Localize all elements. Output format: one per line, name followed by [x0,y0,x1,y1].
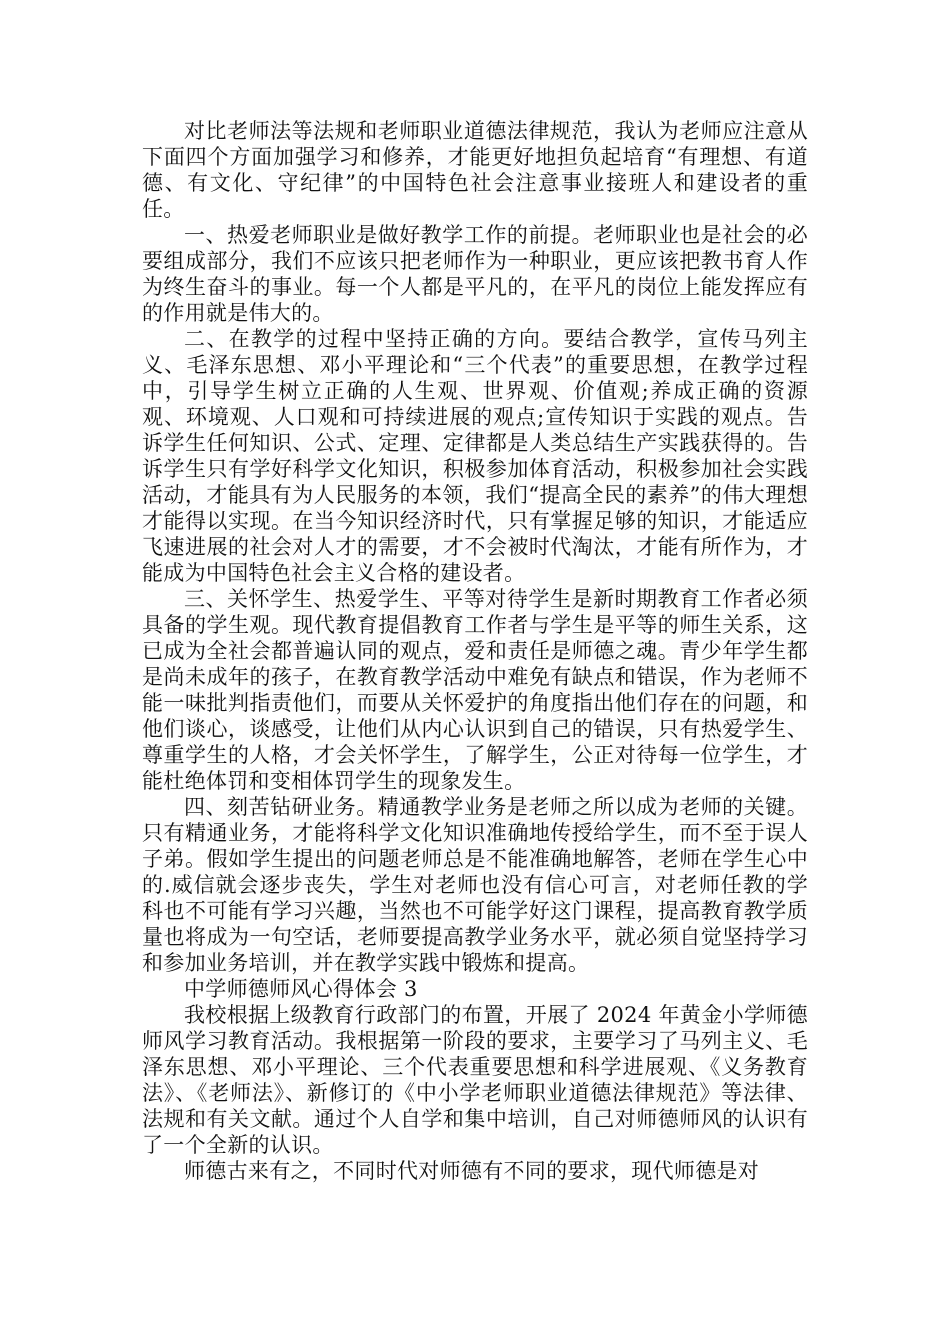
paragraph-section-continued: 师德古来有之，不同时代对师德有不同的要求，现代师德是对 [184,1159,760,1183]
paragraph-point-four: 四、刻苦钻研业务。精通教学业务是老师之所以成为老师的关键。只有精通业务，才能将科学文化知识准确地传授给学生，而不至于误人子弟。假如学生提出的问题老师总是不能准确地解答，老师在学生心中的.威信就会逐步丧失，学生对老师也没有信心可言，对老师任教的学科也不可能有学习兴趣，当然也不可能学好这门课程，提高教育教学质量也将成为一句空话，老师要提高教学业务水平，就必须自觉坚持学习和参加业务培训，并在教学实践中锻炼和提高。 [142,795,808,975]
paragraph-section-body: 我校根据上级教育行政部门的布置，开展了 2024 年黄金小学师德师风学习教育活动。我根据第一阶段的要求，主要学习了马列主义、毛泽东思想、邓小平理论、三个代表重要思想和科学进展观、《义务教育法》、《老师法》、新修订的《中小学老师职业道德法律规范》等法律、法规和有关文献。通过个人自学和集中培训，自己对师德师风的认识有了一个全新的认识。 [142,1003,808,1157]
document-body [142,118,808,1184]
paragraph-intro: 对比老师法等法规和老师职业道德法律规范，我认为老师应注意从下面四个方面加强学习和修养，才能更好地担负起培育“有理想、有道德、有文化、守纪律”的中国特色社会注意事业接班人和建设者的重任。 [142,119,808,221]
paragraph-point-three: 三、关怀学生、热爱学生、平等对待学生是新时期教育工作者必须具备的学生观。现代教育提倡教育工作者与学生是平等的师生关系，这已成为全社会都普遍认同的观点，爱和责任是师德之魂。青少年学生都是尚未成年的孩子，在教育教学活动中难免有缺点和错误，作为老师不能一味批判指责他们，而要从关怀爱护的角度指出他们存在的问题，和他们谈心，谈感受，让他们从内心认识到自己的错误，只有热爱学生、尊重学生的人格，才会关怀学生，了解学生，公正对待每一位学生，才能杜绝体罚和变相体罚学生的现象发生。 [142,587,808,793]
section-heading: 中学师德师风心得体会 3 [184,977,418,1001]
paragraph-point-two: 二、在教学的过程中坚持正确的方向。要结合教学，宣传马列主义、毛泽东思想、邓小平理论和“三个代表”的重要思想，在教学过程中，引导学生树立正确的人生观、世界观、价值观;养成正确的资源观、环境观、人口观和可持续进展的观点;宣传知识于实践的观点。告诉学生任何知识、公式、定理、定律都是人类总结生产实践获得的。告诉学生只有学好科学文化知识，积极参加体育活动，积极参加社会实践活动，才能具有为人民服务的本领，我们“提高全民的素养”的伟大理想才能得以实现。在当今知识经济时代，只有掌握足够的知识，才能适应飞速进展的社会对人才的需要，才不会被时代淘汰，才能有所作为，才能成为中国特色社会主义合格的建设者。 [142,327,808,585]
paragraph-point-one: 一、热爱老师职业是做好教学工作的前提。老师职业也是社会的必要组成部分，我们不应该只把老师作为一种职业，更应该把教书育人作为终生奋斗的事业。每一个人都是平凡的，在平凡的岗位上能发挥应有的作用就是伟大的。 [142,223,808,325]
